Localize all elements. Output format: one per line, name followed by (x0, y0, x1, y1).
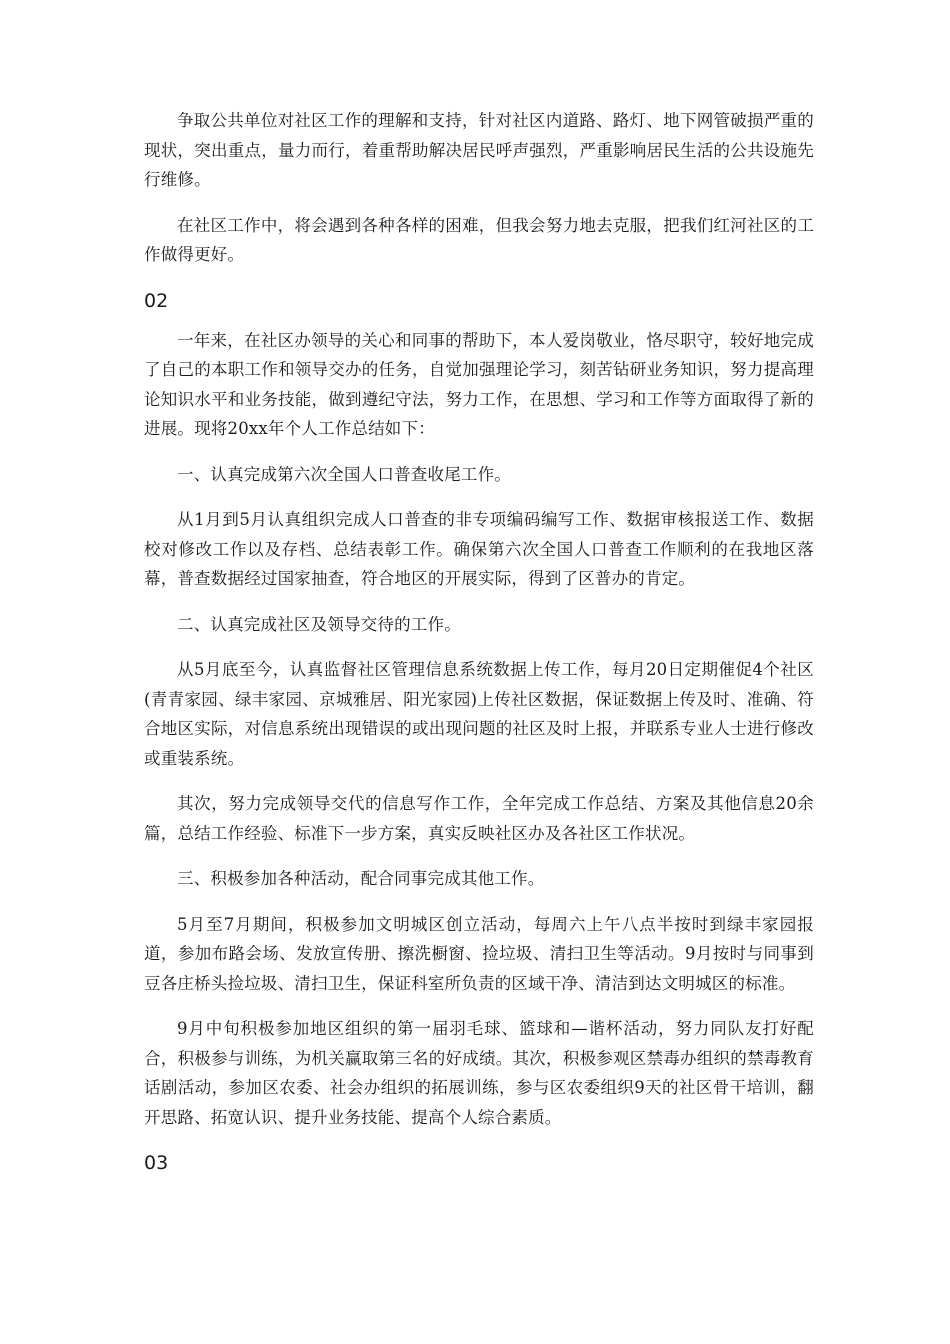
section-number: 03 (144, 1152, 169, 1174)
section-number: 02 (144, 289, 169, 312)
paragraph: 其次，努力完成领导交代的信息写作工作，全年完成工作总结、方案及其他信息20余篇，总结工作经验、标准下一步方案，真实反映社区办及各社区工作状况。 (144, 794, 814, 843)
heading-paragraph: 一、认真完成第六次全国人口普查收尾工作。 (177, 464, 511, 484)
paragraph: 9月中旬积极参加地区组织的第一届羽毛球、篮球和—谐杯活动，努力同队友打好配合，积极参与训练，为机关赢取第三名的好成绩。其次，积极参观区禁毒办组织的禁毒教育话剧活动，参加区农委、社会办组织的拓展训练，参与区农委组织9天的社区骨干培训，翻开思路、拓宽认识、提升业务技能、提高个人综合素质。 (144, 1019, 814, 1127)
paragraph: 从1月到5月认真组织完成人口普查的非专项编码编写工作、数据审核报送工作、数据校对修改工作以及存档、总结表彰工作。确保第六次全国人口普查工作顺利的在我地区落幕，普查数据经过国家抽查，符合地区的开展实际，得到了区普办的肯定。 (144, 510, 814, 588)
paragraph: 一年来，在社区办领导的关心和同事的帮助下，本人爱岗敬业，恪尽职守，较好地完成了自己的本职工作和领导交办的任务，自觉加强理论学习，刻苦钻研业务知识，努力提高理论知识水平和业务技能，做到遵纪守法，努力工作，在思想、学习和工作等方面取得了新的进展。现将20xx年个人工作总结如下： (144, 330, 814, 438)
paragraph: 从5月底至今，认真监督社区管理信息系统数据上传工作，每月20日定期催促4个社区(青青家园、绿丰家园、京城雅居、阳光家园)上传社区数据，保证数据上传及时、准确、符合地区实际，对信息系统出现错误的或出现问题的社区及时上报，并联系专业人士进行修改或重装系统。 (144, 660, 814, 768)
paragraph: 5月至7月期间，积极参加文明城区创立活动，每周六上午八点半按时到绿丰家园报道，参加布路会场、发放宣传册、擦洗橱窗、捡垃圾、清扫卫生等活动。9月按时与同事到豆各庄桥头捡垃圾、清扫卫生，保证科室所负责的区域干净、清洁到达文明城区的标准。 (144, 914, 814, 993)
heading-paragraph: 二、认真完成社区及领导交待的工作。 (177, 614, 461, 634)
paragraph: 在社区工作中，将会遇到各种各样的困难，但我会努力地去克服，把我们红河社区的工作做得更好。 (144, 215, 814, 264)
paragraph: 争取公共单位对社区工作的理解和支持，针对社区内道路、路灯、地下网管破损严重的现状，突出重点，量力而行，着重帮助解决居民呼声强烈，严重影响居民生活的公共设施先行维修。 (144, 111, 814, 189)
document-page (144, 106, 814, 1188)
heading-paragraph: 三、积极参加各种活动，配合同事完成其他工作。 (177, 869, 545, 888)
